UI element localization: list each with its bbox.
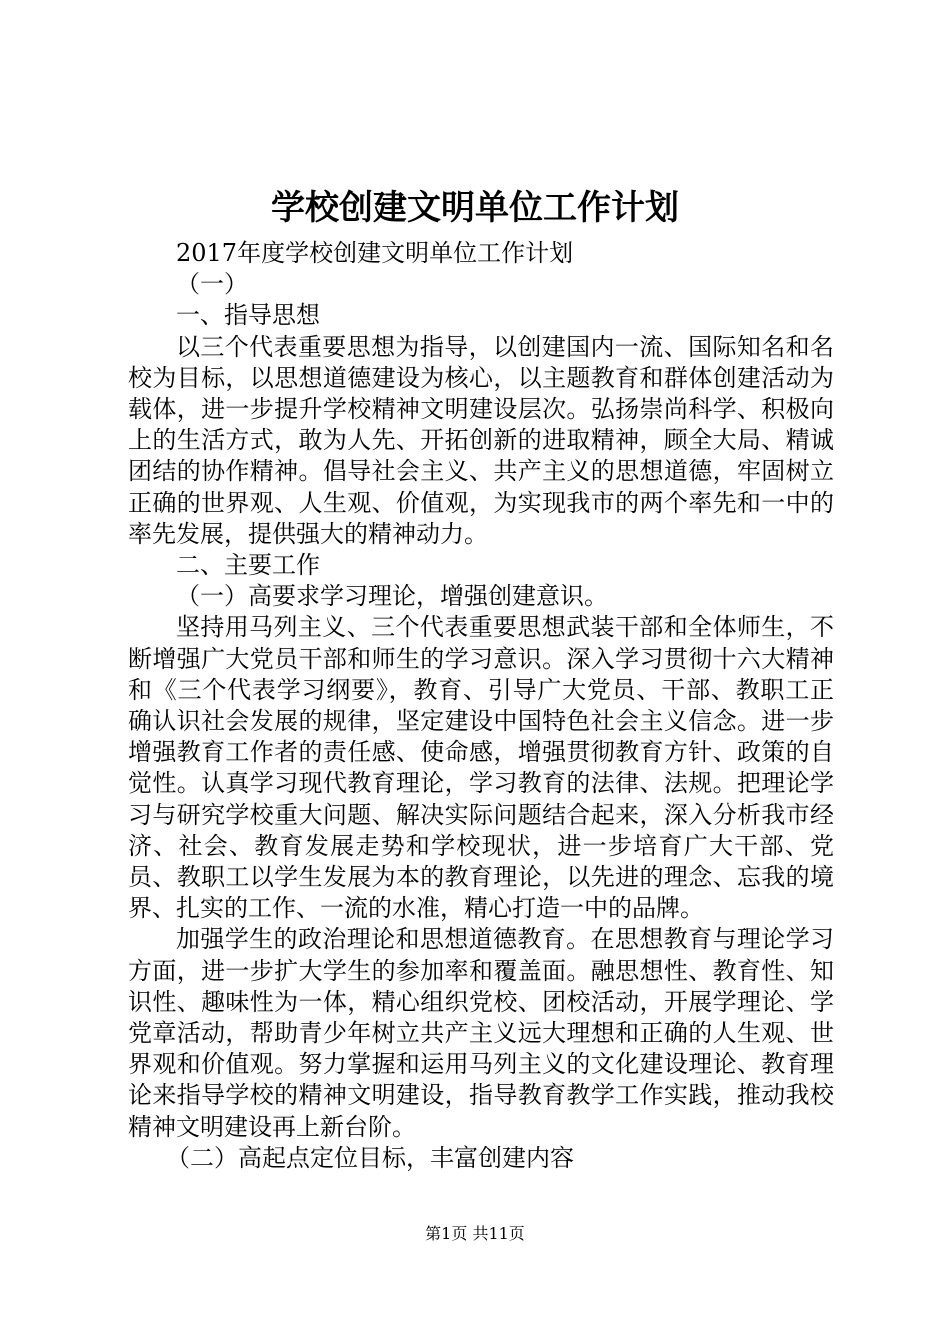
subsection-heading-theory-study: （一）高要求学习理论，增强创建意识。	[176, 582, 608, 611]
document-body	[128, 238, 834, 1174]
body-paragraph: 加强学生的政治理论和思想道德教育。在思想教育与理论学习方面，进一步扩大学生的参加率和覆盖面。融思想性、教育性、知识性、趣味性为一体，精心组织党校、团校活动，开展学理论、学党章活动，帮助青少年树立共产主义远大理想和正确的人生观、世界观和价值观。努力掌握和运用马列主义的文化建设理论、教育理论来指导学校的精神文明建设，指导教育教学工作实践，推动我校精神文明建设再上新台阶。	[128, 925, 834, 1141]
page-footer: 第1页 共11页	[425, 1224, 525, 1243]
section-marker: （一）	[176, 270, 248, 299]
subtitle-paragraph: 2017年度学校创建文明单位工作计划	[176, 239, 574, 267]
section-heading-guiding-ideology: 一、指导思想	[176, 301, 320, 330]
document-title: 学校创建文明单位工作计划	[271, 188, 679, 228]
body-paragraph: 坚持用马列主义、三个代表重要思想武装干部和全体师生，不断增强广大党员干部和师生的学习意识。深入学习贯彻十六大精神和《三个代表学习纲要》，教育、引导广大党员、干部、教职工正确认识社会发展的规律，坚定建设中国特色社会主义信念。进一步增强教育工作者的责任感、使命感，增强贯彻教育方针、政策的自觉性。认真学习现代教育理论，学习教育的法律、法规。把理论学习与研究学校重大问题、解决实际问题结合起来，深入分析我市经济、社会、教育发展走势和学校现状，进一步培育广大干部、党员、教职工以学生发展为本的教育理论，以先进的理念、忘我的境界、扎实的工作、一流的水准，精心打造一中的品牌。	[128, 613, 834, 923]
section-heading-main-work: 二、主要工作	[176, 551, 320, 580]
subsection-heading-goal-positioning: （二）高起点定位目标，丰富创建内容	[166, 1143, 574, 1172]
body-paragraph: 以三个代表重要思想为指导，以创建国内一流、国际知名和名校为目标，以思想道德建设为核心，以主题教育和群体创建活动为载体，进一步提升学校精神文明建设层次。弘扬崇尚科学、积极向上的生活方式，敢为人先、开拓创新的进取精神，顾全大局、精诚团结的协作精神。倡导社会主义、共产主义的思想道德，牢固树立正确的世界观、人生观、价值观，为实现我市的两个率先和一中的率先发展，提供强大的精神动力。	[128, 332, 834, 548]
